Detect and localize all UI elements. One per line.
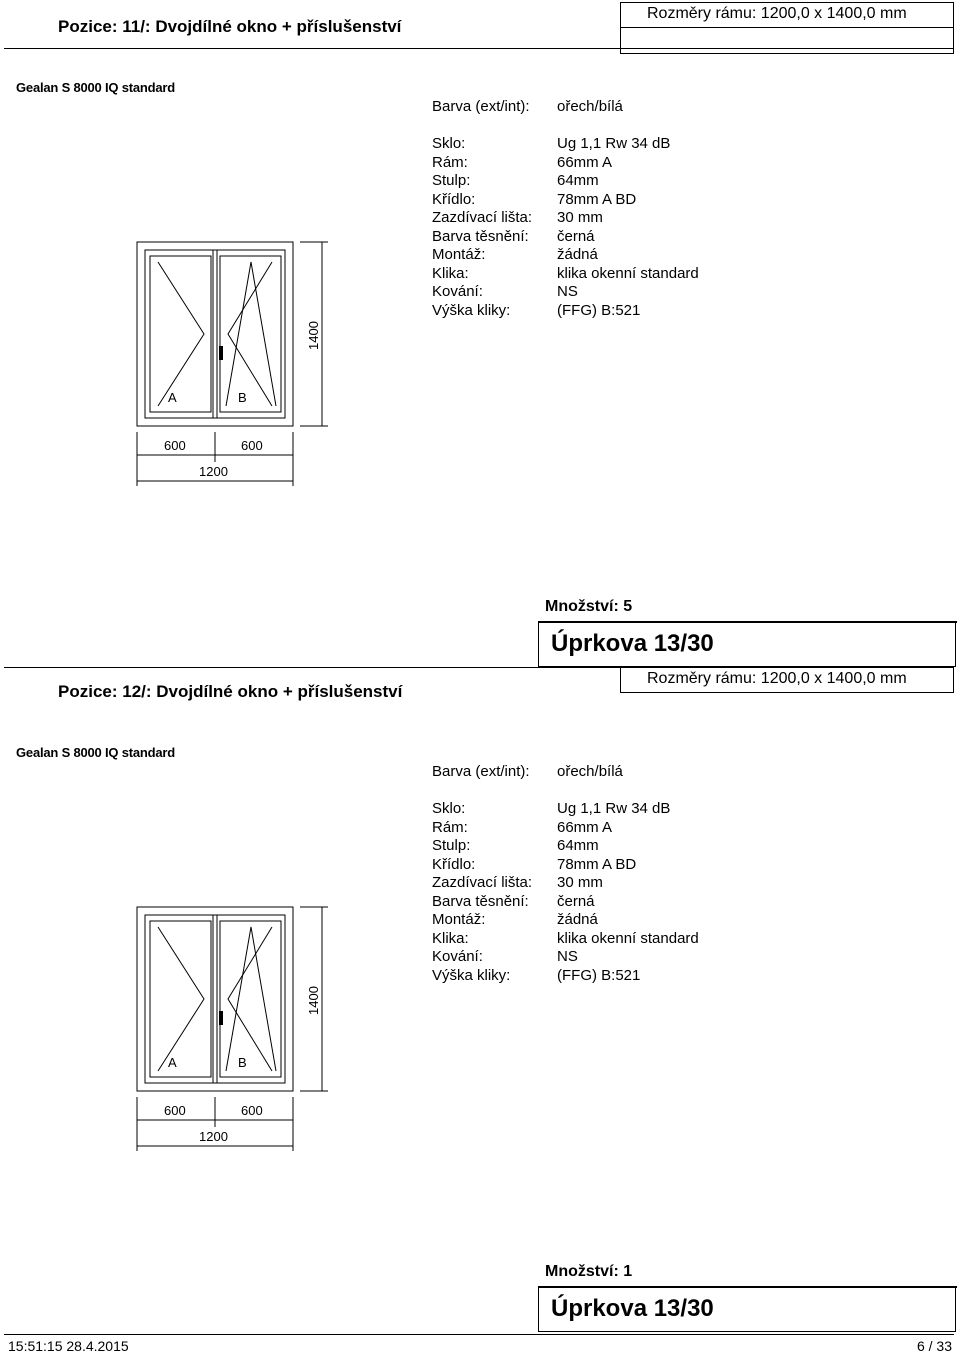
- total-width-label: 1200: [199, 464, 228, 479]
- position-title: Pozice: 12/: Dvojdílné okno + příslušenství: [58, 682, 403, 701]
- profile-box-top-rule: [538, 621, 957, 623]
- sash-a-opening-lines: [158, 262, 204, 406]
- prop-value: 64mm: [557, 837, 599, 854]
- profile-box-top-rule: [538, 1286, 957, 1288]
- prop-label: Barva těsnění:: [432, 227, 529, 245]
- prop-label: Barva (ext/int):: [432, 98, 530, 115]
- height-dim-label: 1400: [306, 321, 321, 350]
- prop-label: Stulp:: [432, 837, 471, 854]
- prop-label: Kování:: [432, 948, 483, 965]
- sash-a-frame: [150, 921, 211, 1077]
- footer-rule: [4, 1334, 954, 1335]
- prop-value: NS: [557, 948, 578, 965]
- sash-a-label: A: [168, 390, 177, 405]
- prop-label: Klika:: [432, 929, 469, 947]
- prop-label: Zazdívací lišta:: [432, 874, 533, 891]
- sash-a-frame: [150, 256, 211, 412]
- footer-timestamp: 15:51:15 28.4.2015: [8, 1338, 129, 1354]
- sash-b-label: B: [238, 390, 247, 405]
- prop-value: 66mm A: [557, 153, 613, 171]
- prop-label: Výška kliky:: [432, 301, 511, 319]
- prop-label: Klika:: [432, 264, 469, 282]
- prop-label: Křídlo:: [432, 855, 476, 873]
- profile-box: [538, 1286, 956, 1332]
- prop-label: Barva (ext/int):: [432, 763, 530, 780]
- sash-a-opening-lines: [158, 927, 204, 1071]
- width-b-label: 600: [241, 438, 263, 453]
- window-drawing: [120, 230, 340, 490]
- prop-label: Barva těsnění:: [432, 892, 529, 910]
- prop-value: Ug 1,1 Rw 34 dB: [557, 135, 671, 152]
- prop-value: (FFG) B:521: [557, 301, 641, 319]
- handle-icon: [219, 346, 223, 360]
- window-drawing: [120, 895, 340, 1155]
- handle-icon: [219, 1011, 223, 1025]
- prop-value: 64mm: [557, 172, 599, 189]
- outer-frame: [137, 242, 293, 426]
- width-a-label: 600: [164, 1103, 186, 1118]
- prop-label: Sklo:: [432, 135, 466, 152]
- prop-value: klika okenní standard: [557, 264, 699, 282]
- prop-value: 78mm A BD: [557, 855, 637, 873]
- prop-label: Rám:: [432, 153, 468, 171]
- prop-label: Kování:: [432, 283, 483, 300]
- footer-page-number: 6 / 33: [916, 1338, 952, 1354]
- quantity: Množství: 5: [545, 598, 633, 615]
- total-width-label: 1200: [199, 1129, 228, 1144]
- profile-label: Úprkova 13/30: [551, 630, 714, 657]
- width-a-label: 600: [164, 438, 186, 453]
- prop-value: žádná: [557, 911, 598, 928]
- prop-value: 78mm A BD: [557, 190, 637, 208]
- prop-value: Ug 1,1 Rw 34 dB: [557, 800, 671, 817]
- position-block-11: [0, 0, 960, 665]
- sash-b-opening-lines: [228, 927, 272, 1071]
- prop-label: Montáž:: [432, 911, 486, 928]
- prop-value: ořech/bílá: [557, 763, 623, 780]
- prop-value: NS: [557, 283, 578, 300]
- height-dim-label: 1400: [306, 986, 321, 1015]
- prop-label: Zazdívací lišta:: [432, 209, 533, 226]
- system-name: Gealan S 8000 IQ standard: [16, 80, 176, 95]
- sash-b-opening-lines: [228, 262, 272, 406]
- sash-b-tilt-lines: [226, 927, 276, 1071]
- position-title: Pozice: 11/: Dvojdílné okno + příslušenství: [58, 17, 402, 36]
- frame-dims-box: [620, 2, 954, 54]
- profile-label: Úprkova 13/30: [551, 1295, 714, 1322]
- prop-value: černá: [557, 227, 595, 245]
- prop-label: Montáž:: [432, 246, 486, 263]
- prop-label: Stulp:: [432, 172, 471, 189]
- sash-b-label: B: [238, 1055, 247, 1070]
- quantity: Množství: 1: [545, 1263, 633, 1280]
- prop-value: 66mm A: [557, 818, 613, 836]
- prop-value: (FFG) B:521: [557, 966, 641, 984]
- prop-label: Sklo:: [432, 800, 466, 817]
- frame-dimensions: Rozměry rámu: 1200,0 x 1400,0 mm: [647, 670, 907, 687]
- dims-box-divider: [621, 27, 953, 28]
- prop-label: Rám:: [432, 818, 468, 836]
- prop-value: 30 mm: [557, 209, 603, 226]
- frame-dimensions: Rozměry rámu: 1200,0 x 1400,0 mm: [647, 5, 907, 22]
- sash-a-label: A: [168, 1055, 177, 1070]
- prop-value: černá: [557, 892, 595, 910]
- system-name: Gealan S 8000 IQ standard: [16, 745, 176, 760]
- frame-dims-box: [620, 667, 954, 693]
- prop-label: Výška kliky:: [432, 966, 511, 984]
- prop-value: klika okenní standard: [557, 929, 699, 947]
- outer-frame: [137, 907, 293, 1091]
- sash-b-tilt-lines: [226, 262, 276, 406]
- prop-value: ořech/bílá: [557, 98, 623, 115]
- position-block-12: [0, 665, 960, 1330]
- profile-box: [538, 621, 956, 667]
- prop-value: žádná: [557, 246, 598, 263]
- width-b-label: 600: [241, 1103, 263, 1118]
- prop-label: Křídlo:: [432, 190, 476, 208]
- prop-value: 30 mm: [557, 874, 603, 891]
